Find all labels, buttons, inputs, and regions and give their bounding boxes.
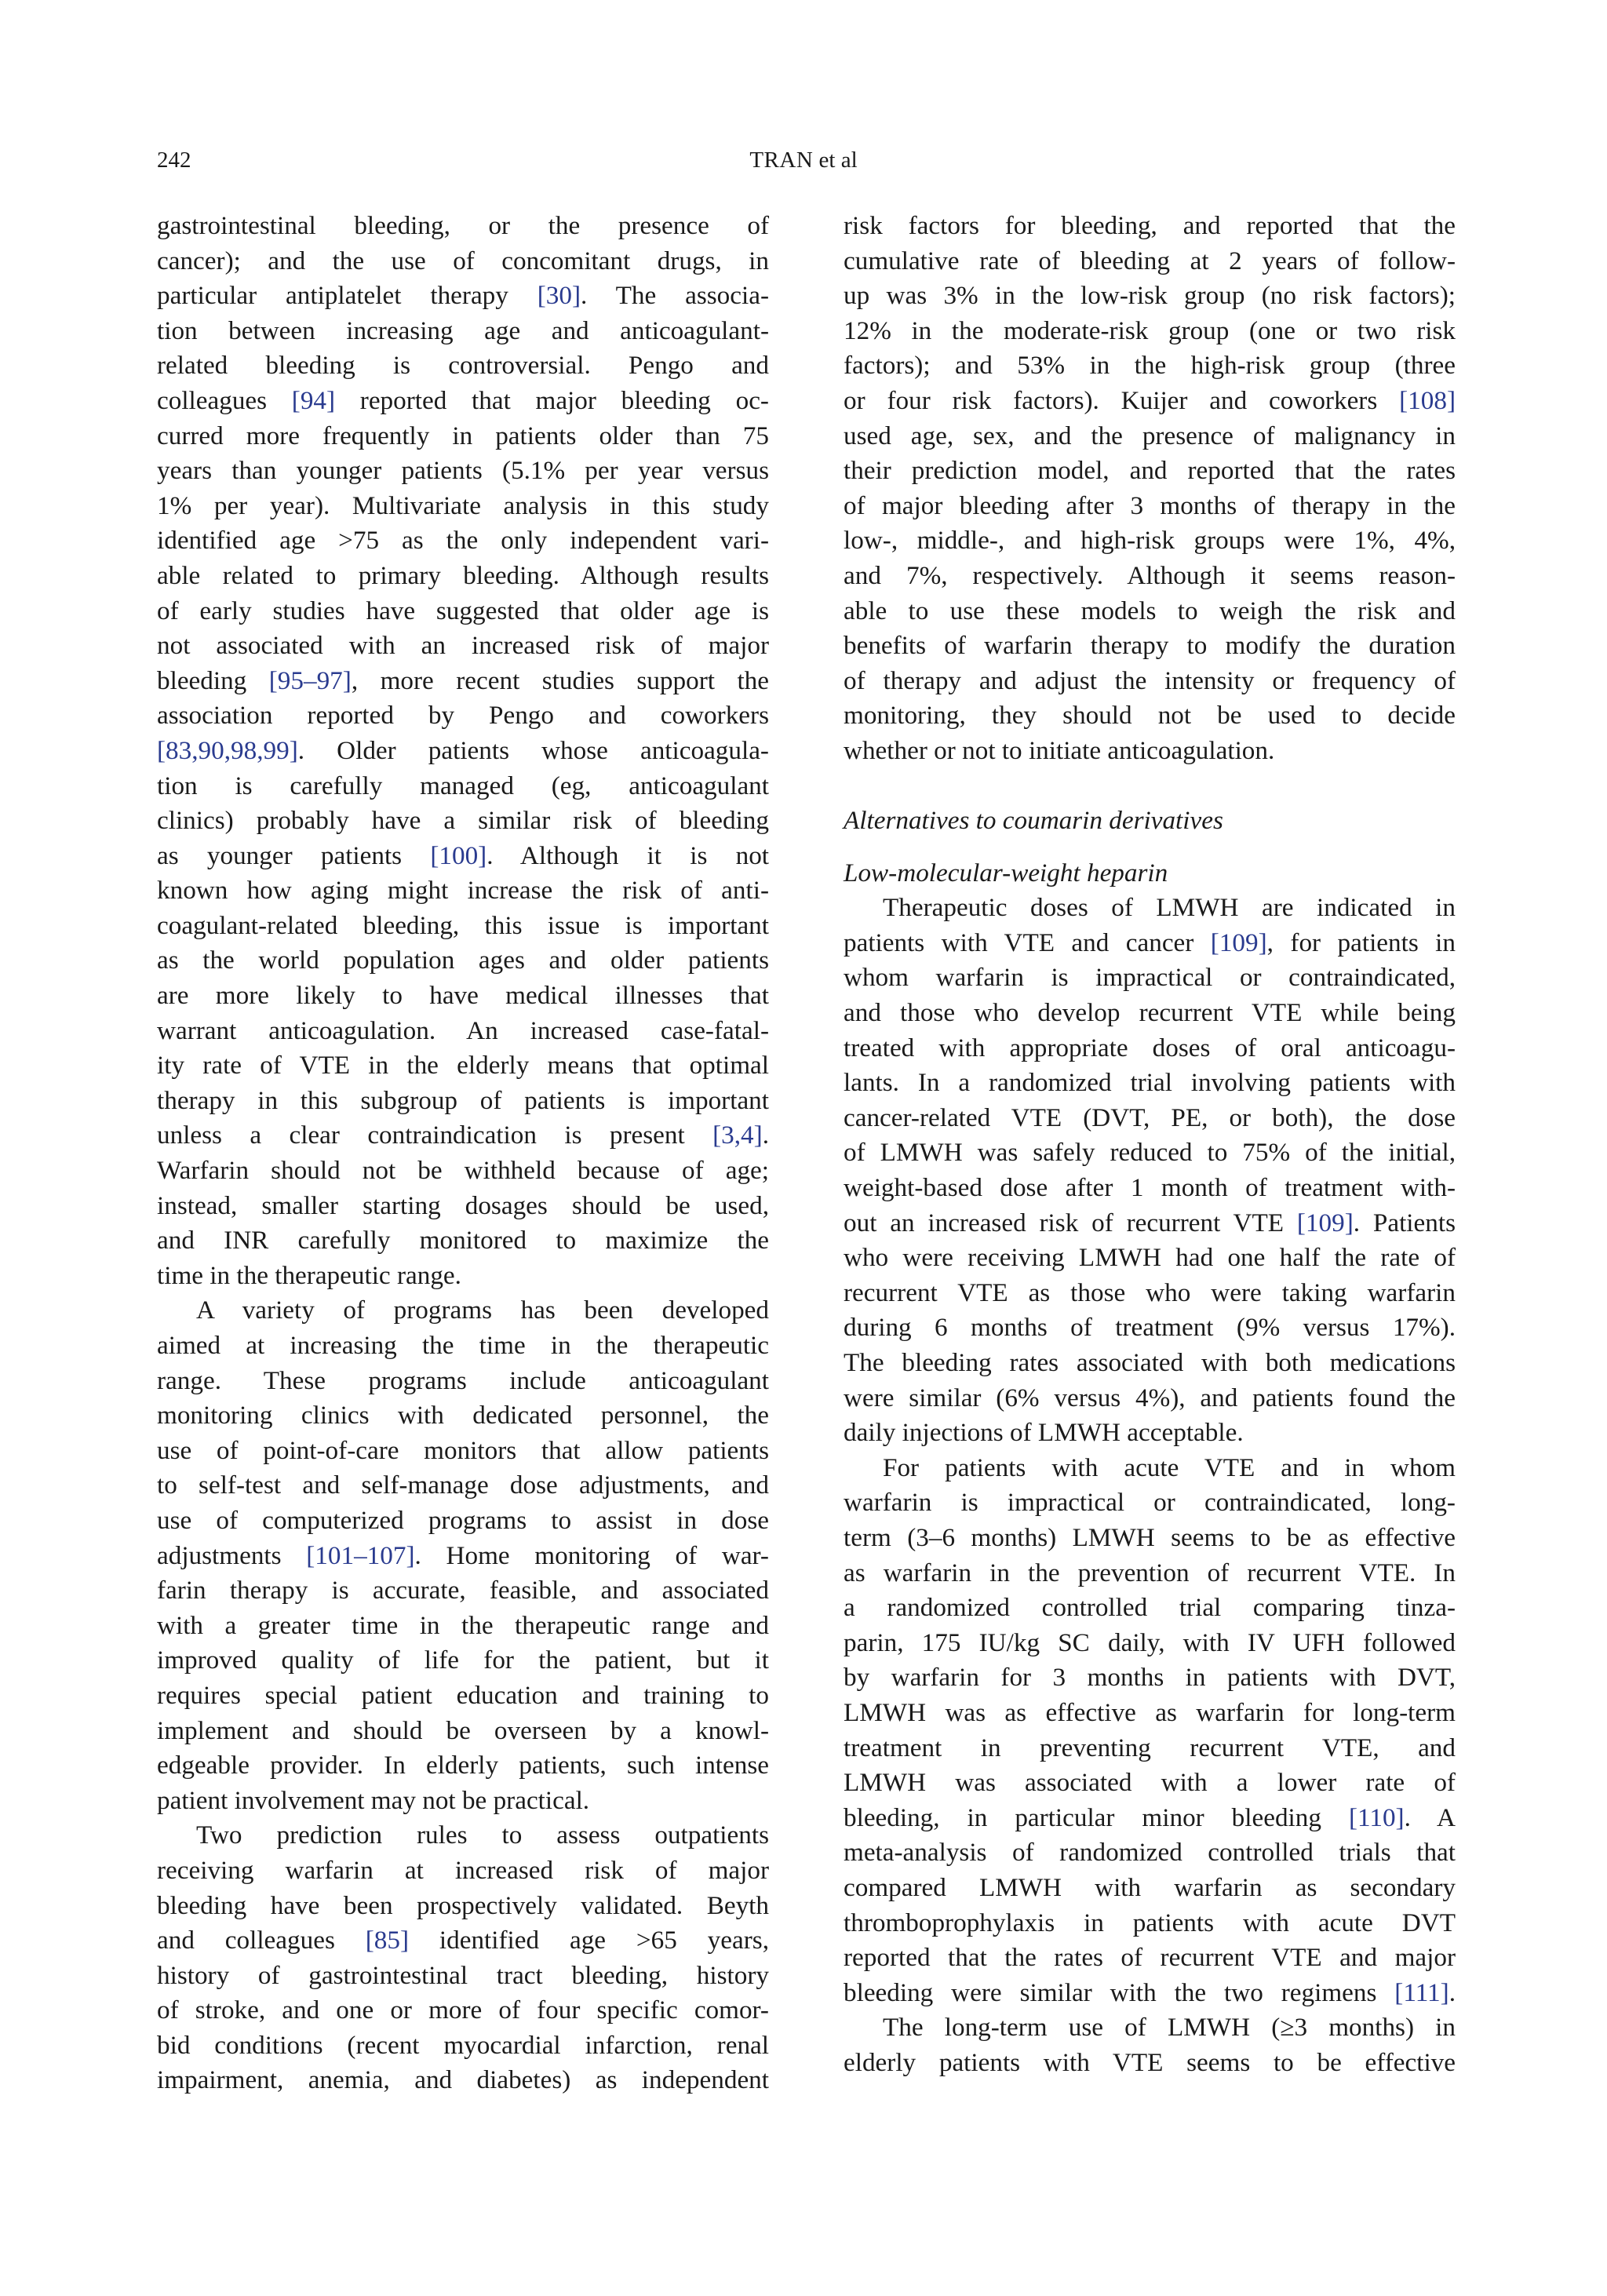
text-line: [157, 1293, 769, 1328]
text-line: [157, 1818, 769, 1853]
text-segment: able related to primary bleeding. Although results: [157, 560, 769, 590]
text-line: [844, 1976, 1456, 2011]
text-segment: risk factors for bleeding, and reported that the: [844, 211, 1456, 240]
text-segment: a randomized controlled trial comparing tinza-: [844, 1593, 1456, 1623]
text-line: [844, 2046, 1456, 2081]
text-segment: LMWH was as effective as warfarin for long-term: [844, 1697, 1456, 1727]
citation-link[interactable]: [94]: [291, 385, 336, 415]
running-head: [0, 148, 1607, 173]
text-line: [157, 1398, 769, 1434]
text-segment: gastrointestinal bleeding, or the presence of: [157, 211, 769, 240]
text-line: [844, 209, 1456, 244]
text-line: [157, 489, 769, 524]
text-line: [157, 1153, 769, 1189]
text-line: [844, 1556, 1456, 1591]
text-line: [844, 1135, 1456, 1171]
text-segment: bleeding were similar with the two regimens: [844, 1977, 1395, 2007]
text-segment: meta-analysis of randomized controlled trials that: [844, 1838, 1456, 1868]
text-line: [844, 698, 1456, 734]
text-line: [157, 1118, 769, 1153]
text-segment: thromboprophylaxis in patients with acute DVT: [844, 1908, 1456, 1937]
text-line: [157, 1048, 769, 1084]
text-segment: farin therapy is accurate, feasible, and associated: [157, 1576, 769, 1605]
text-segment: reported that the rates of recurrent VTE and major: [844, 1943, 1456, 1973]
text-segment: use of point-of-care monitors that allow patients: [157, 1435, 769, 1465]
text-segment: bleeding, in particular minor bleeding: [844, 1802, 1349, 1832]
text-line: [157, 1014, 769, 1049]
text-line: [844, 454, 1456, 489]
text-segment: improved quality of life for the patient, but it: [157, 1645, 769, 1675]
text-segment: elderly patients with VTE seems to be effective: [844, 2047, 1456, 2077]
text-segment: as warfarin in the prevention of recurrent VTE. In: [844, 1558, 1456, 1587]
text-line: [844, 1066, 1456, 1101]
text-segment: tion between increasing age and anticoagulant-: [157, 315, 769, 345]
text-line: [157, 1364, 769, 1399]
text-segment: parin, 175 IU/kg SC daily, with IV UFH followed: [844, 1627, 1456, 1657]
text-segment: The long-term use of LMWH (≥3 months) in: [883, 2013, 1456, 2043]
text-segment: instead, smaller starting dosages should be used,: [157, 1190, 769, 1220]
citation-link[interactable]: [109]: [1210, 928, 1267, 957]
text-segment: particular antiplatelet therapy: [157, 281, 537, 311]
text-line: [157, 594, 769, 629]
text-segment: with a greater time in the therapeutic range and: [157, 1610, 769, 1640]
text-line: [844, 419, 1456, 454]
text-line: [157, 909, 769, 944]
text-line: [157, 244, 769, 279]
text-line: [844, 489, 1456, 524]
text-line: [844, 1591, 1456, 1626]
text-line: [844, 996, 1456, 1031]
text-segment: low-, middle-, and high-risk groups were 1%, 4%,: [844, 526, 1456, 556]
citation-link[interactable]: [3,4]: [712, 1121, 763, 1150]
text-line: [844, 1766, 1456, 1801]
text-segment: years than younger patients (5.1% per year versus: [157, 456, 769, 486]
text-line: [844, 1871, 1456, 1906]
text-segment: of LMWH was safely reduced to 75% of the initial,: [844, 1138, 1456, 1168]
text-line: [844, 314, 1456, 349]
citation-link[interactable]: [100]: [430, 840, 487, 870]
text-segment: who were receiving LMWH had one half the rate of: [844, 1243, 1456, 1273]
text-segment: colleagues: [157, 385, 292, 415]
text-line: [157, 979, 769, 1014]
running-head-author: TRAN: [749, 148, 814, 173]
text-line: [844, 1660, 1456, 1696]
right-paragraph-group-1: [844, 209, 1456, 769]
text-line: [157, 348, 769, 384]
text-segment: warfarin is impractical or contraindicated, long-: [844, 1488, 1456, 1518]
text-segment: recurrent VTE as those who were taking warfarin: [844, 1277, 1456, 1307]
text-line: [157, 804, 769, 839]
page-number: 242: [157, 148, 191, 173]
citation-link[interactable]: [109]: [1296, 1208, 1354, 1237]
text-segment: . Patients: [1353, 1208, 1456, 1237]
text-segment: 12% in the moderate-risk group (one or two risk: [844, 315, 1456, 345]
text-segment: lants. In a randomized trial involving patients with: [844, 1068, 1456, 1098]
text-segment: Therapeutic doses of LMWH are indicated in: [883, 893, 1456, 923]
text-segment: range. These programs include anticoagulant: [157, 1365, 769, 1395]
citation-link[interactable]: [85]: [365, 1926, 410, 1955]
text-segment: related bleeding is controversial. Pengo and: [157, 351, 769, 381]
text-line: [844, 664, 1456, 699]
text-line: [157, 664, 769, 699]
text-line: [844, 523, 1456, 559]
text-line: [157, 1223, 769, 1259]
text-line: [844, 960, 1456, 996]
text-segment: impairment, anemia, and diabetes) as independent: [157, 2065, 769, 2095]
text-line: [157, 839, 769, 874]
text-segment: by warfarin for 3 months in patients with DVT,: [844, 1663, 1456, 1693]
text-line: [844, 1346, 1456, 1381]
text-segment: unless a clear contraindication is present: [157, 1121, 713, 1150]
text-line: [844, 1171, 1456, 1206]
text-segment: to self-test and self-manage dose adjustments, and: [157, 1471, 769, 1500]
text-line: [157, 454, 769, 489]
text-line: [844, 1381, 1456, 1416]
text-segment: and colleagues: [157, 1926, 366, 1955]
text-segment: curred more frequently in patients older than 75: [157, 421, 769, 450]
text-segment: cancer-related VTE (DVT, PE, or both), the dose: [844, 1102, 1456, 1132]
text-segment: ity rate of VTE in the elderly means that optimal: [157, 1051, 769, 1081]
text-line: [157, 1503, 769, 1539]
text-line: [844, 1241, 1456, 1276]
text-line: [844, 1731, 1456, 1766]
text-segment: benefits of warfarin therapy to modify the duration: [844, 631, 1456, 661]
text-segment: adjustments: [157, 1540, 307, 1570]
text-line: [844, 1101, 1456, 1136]
citation-link[interactable]: [95–97]: [268, 665, 352, 695]
citation-link[interactable]: [83,90,98,99]: [157, 735, 298, 765]
text-segment: aimed at increasing the time in the therapeutic: [157, 1331, 769, 1360]
text-segment: , for patients in: [1266, 928, 1456, 957]
text-line: [157, 1748, 769, 1784]
text-line: [157, 1678, 769, 1714]
text-line: [844, 244, 1456, 279]
text-line: [844, 279, 1456, 314]
text-segment: .: [762, 1121, 769, 1150]
text-segment: of major bleeding after 3 months of therapy in the: [844, 490, 1456, 520]
text-segment: bleeding: [157, 665, 269, 695]
text-segment: cancer); and the use of concomitant drugs, in: [157, 246, 769, 275]
text-line: [844, 734, 1456, 769]
text-line: [157, 1714, 769, 1749]
text-line: [844, 1941, 1456, 1976]
text-line: [157, 559, 769, 594]
text-line: [844, 891, 1456, 926]
text-segment: are more likely to have medical illnesses that: [157, 981, 769, 1011]
citation-link[interactable]: [30]: [537, 281, 581, 311]
text-segment: able to use these models to weigh the risk and: [844, 596, 1456, 625]
text-segment: A variety of programs has been developed: [196, 1296, 769, 1325]
text-line: [157, 1573, 769, 1609]
text-line: [844, 348, 1456, 384]
text-line: [157, 943, 769, 979]
text-line: [844, 559, 1456, 594]
text-line: [157, 209, 769, 244]
text-line: [157, 1434, 769, 1469]
citation-link[interactable]: [101–107]: [306, 1540, 415, 1570]
text-line: [157, 1993, 769, 2028]
citation-link[interactable]: [111]: [1394, 1977, 1449, 2007]
text-line: [157, 1643, 769, 1678]
text-segment: association reported by Pengo and coworkers: [157, 701, 769, 731]
text-line: [157, 698, 769, 734]
text-segment: . Home monitoring of war-: [414, 1540, 769, 1570]
text-segment: LMWH was associated with a lower rate of: [844, 1768, 1456, 1798]
text-line: [844, 1276, 1456, 1311]
text-segment: not associated with an increased risk of major: [157, 631, 769, 661]
text-segment: 1% per year). Multivariate analysis in this study: [157, 490, 769, 520]
text-segment: were similar (6% versus 4%), and patients found the: [844, 1383, 1456, 1412]
text-segment: monitoring clinics with dedicated personnel, the: [157, 1401, 769, 1430]
text-segment: .: [1448, 1977, 1456, 2007]
text-line: [157, 1889, 769, 1924]
section-heading: Alternatives to coumarin derivatives: [844, 806, 1223, 836]
text-segment: known how aging might increase the risk of anti-: [157, 876, 769, 906]
text-segment: term (3–6 months) LMWH seems to be as effective: [844, 1522, 1456, 1552]
text-segment: during 6 months of treatment (9% versus 17%).: [844, 1313, 1456, 1343]
text-line: [157, 629, 769, 664]
text-line: [157, 1189, 769, 1224]
text-line: [157, 1959, 769, 1994]
text-segment: up was 3% in the low-risk group (no risk factors);: [844, 281, 1456, 311]
text-segment: . A: [1404, 1802, 1456, 1832]
text-segment: . Older patients whose anticoagula-: [297, 735, 769, 765]
text-segment: treatment in preventing recurrent VTE, and: [844, 1733, 1456, 1762]
text-segment: as the world population ages and older patients: [157, 946, 769, 975]
text-segment: reported that major bleeding oc-: [335, 385, 769, 415]
text-segment: as younger patients: [157, 840, 431, 870]
text-segment: tion is carefully managed (eg, anticoagulant: [157, 771, 769, 800]
text-segment: compared LMWH with warfarin as secondary: [844, 1872, 1456, 1902]
text-segment: edgeable provider. In elderly patients, such intense: [157, 1751, 769, 1780]
text-line: [844, 1451, 1456, 1486]
text-segment: requires special patient education and training to: [157, 1680, 769, 1710]
citation-link[interactable]: [110]: [1348, 1802, 1405, 1832]
text-segment: and 7%, respectively. Although it seems reason-: [844, 560, 1456, 590]
text-line: [844, 594, 1456, 629]
text-segment: their prediction model, and reported that the rates: [844, 456, 1456, 486]
text-segment: cumulative rate of bleeding at 2 years of follow-: [844, 246, 1456, 275]
text-segment: weight-based dose after 1 month of treatment with-: [844, 1173, 1456, 1203]
text-segment: For patients with acute VTE and in whom: [883, 1452, 1456, 1482]
text-segment: . Although it is not: [486, 840, 770, 870]
text-line: [844, 1696, 1456, 1731]
text-segment: The bleeding rates associated with both medications: [844, 1348, 1456, 1377]
text-line: [157, 1468, 769, 1503]
text-segment: treated with appropriate doses of oral anticoagu-: [844, 1033, 1456, 1062]
text-segment: warrant anticoagulation. An increased case-fatal-: [157, 1015, 769, 1045]
text-line: [157, 1923, 769, 1959]
text-line: [844, 1485, 1456, 1521]
text-segment: time in the therapeutic range.: [157, 1260, 461, 1290]
text-segment: Two prediction rules to assess outpatients: [196, 1820, 769, 1850]
text-segment: monitoring, they should not be used to decide: [844, 701, 1456, 731]
text-segment: whom warfarin is impractical or contraindicated,: [844, 963, 1456, 993]
text-line: [157, 2028, 769, 2064]
text-segment: patients with VTE and cancer: [844, 928, 1211, 957]
text-line: [844, 926, 1456, 961]
text-line: [844, 1626, 1456, 1661]
text-line: [157, 523, 769, 559]
right-column: [844, 209, 1456, 2080]
text-segment: history of gastrointestinal tract bleeding, history: [157, 1960, 769, 1990]
text-line: [157, 1853, 769, 1889]
text-segment: receiving warfarin at increased risk of major: [157, 1855, 769, 1885]
text-line: [157, 1328, 769, 1364]
text-segment: whether or not to initiate anticoagulation.: [844, 735, 1275, 765]
text-segment: therapy in this subgroup of patients is important: [157, 1085, 769, 1115]
text-line: [157, 1259, 769, 1294]
text-line: [157, 1784, 769, 1819]
text-segment: of early studies have suggested that older age is: [157, 596, 769, 625]
text-line: [844, 629, 1456, 664]
text-line: [844, 1835, 1456, 1871]
text-line: [844, 2010, 1456, 2046]
text-line: [157, 873, 769, 909]
running-head-rest: et al: [813, 148, 858, 173]
text-line: [157, 419, 769, 454]
text-line: [844, 1206, 1456, 1241]
text-line: [157, 1539, 769, 1574]
text-segment: of therapy and adjust the intensity or frequency of: [844, 665, 1456, 695]
text-segment: identified age >75 as the only independent vari-: [157, 526, 769, 556]
text-line: [157, 314, 769, 349]
text-line: [157, 1084, 769, 1119]
text-line: [157, 1609, 769, 1644]
text-line: [157, 734, 769, 769]
text-line: [157, 2063, 769, 2098]
text-segment: use of computerized programs to assist in dose: [157, 1505, 769, 1535]
text-line: [844, 1416, 1456, 1451]
text-line: [157, 384, 769, 419]
text-segment: clinics) probably have a similar risk of bleeding: [157, 806, 769, 836]
text-segment: or four risk factors). Kuijer and coworkers: [844, 385, 1400, 415]
text-segment: bleeding have been prospectively validated. Beyth: [157, 1890, 769, 1920]
text-segment: used age, sex, and the presence of malignancy in: [844, 421, 1456, 450]
text-segment: and INR carefully monitored to maximize the: [157, 1226, 769, 1256]
text-segment: , more recent studies support the: [351, 665, 769, 695]
right-paragraph-group-2: [844, 891, 1456, 2080]
text-segment: out an increased risk of recurrent VTE: [844, 1208, 1297, 1237]
text-segment: implement and should be overseen by a knowl-: [157, 1715, 769, 1745]
text-line: [844, 384, 1456, 419]
text-line: [844, 1031, 1456, 1066]
text-segment: and those who develop recurrent VTE while being: [844, 998, 1456, 1028]
text-line: [844, 1906, 1456, 1941]
citation-link[interactable]: [108]: [1399, 385, 1456, 415]
text-line: [157, 279, 769, 314]
text-segment: bid conditions (recent myocardial infarction, renal: [157, 2030, 769, 2060]
text-segment: patient involvement may not be practical.: [157, 1785, 590, 1815]
text-segment: daily injections of LMWH acceptable.: [844, 1418, 1244, 1448]
subsection-heading: Low-molecular-weight heparin: [844, 858, 1168, 887]
text-segment: . The associa-: [581, 281, 769, 311]
text-line: [157, 769, 769, 804]
text-line: [844, 1521, 1456, 1556]
text-line: [844, 1310, 1456, 1346]
text-segment: identified age >65 years,: [409, 1926, 769, 1955]
text-line: [844, 1801, 1456, 1836]
text-segment: Warfarin should not be withheld because of age;: [157, 1156, 769, 1186]
left-column: [157, 209, 769, 2098]
text-segment: coagulant-related bleeding, this issue is important: [157, 910, 769, 940]
text-segment: of stroke, and one or more of four specific comor-: [157, 1995, 769, 2025]
text-segment: factors); and 53% in the high-risk group (three: [844, 351, 1456, 381]
